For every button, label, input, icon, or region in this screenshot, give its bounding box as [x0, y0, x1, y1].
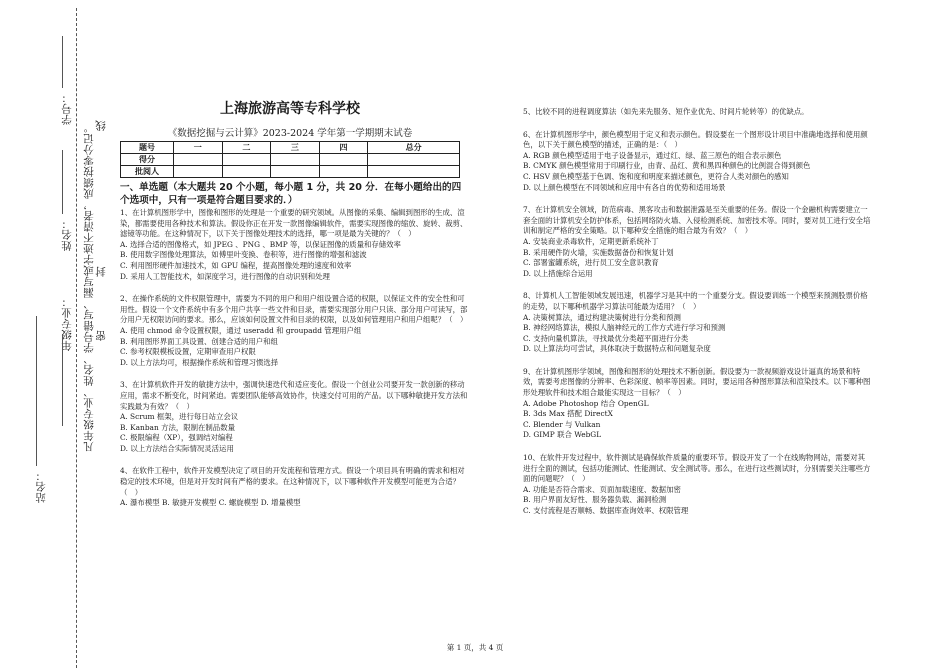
score-header-cell: 三	[271, 142, 320, 154]
question-item	[523, 291, 871, 355]
answer-option[interactable]: C. Blender 与 Vulkan	[523, 419, 601, 429]
seal-mark: 密	[95, 330, 107, 341]
answer-option[interactable]: A. Adobe Photoshop 结合 OpenGL	[523, 398, 649, 408]
question-stem: 9、在计算机图形学领域，图像和图形的处理技术不断创新。假设要为一款视频游戏设计逼真的场景和特效，需要考虑图像的分辨率、色彩深度、帧率等因素。同时，要运用各种图形算法和渲染技术。以下哪种图形处理软件和技术组合最能实现这一目标？（ ）	[523, 366, 871, 398]
answer-option[interactable]: B. 3ds Max 搭配 DirectX	[523, 409, 613, 419]
question-stem: 8、计算机人工智能领域发展迅速，机器学习是其中的一个重要分支。假设要训练一个模型来预测股票价格的走势，以下哪种机器学习算法可能最为适用？（ ）	[523, 291, 868, 311]
seal-line-mark-2: 线	[95, 120, 107, 131]
answer-option[interactable]: B. CMYK 颜色模型常用于印刷行业，由青、品红、黄和黑四种颜色的比例混合得到颜色	[523, 161, 811, 171]
score-cell[interactable]	[174, 154, 223, 166]
score-cell[interactable]	[319, 154, 368, 166]
answer-option[interactable]: A. 选择合适的图像格式，如 JPEG 、PNG 、BMP 等，以保证图像的质量和存储效率	[120, 239, 401, 249]
reviewer-cell[interactable]	[174, 166, 223, 178]
answer-option[interactable]: D. 以上方法均可，根据操作系统和管理习惯选择	[120, 357, 279, 367]
score-table-header-row	[121, 142, 460, 154]
answer-option[interactable]: B. 用户界面友好性、服务器负载、漏洞检测	[523, 495, 667, 505]
question-item	[523, 453, 871, 517]
student-no-label: 学号：	[61, 92, 73, 125]
reviewer-row-label: 批阅人	[121, 166, 174, 178]
page-title: 上海旅游高等专科学校	[220, 101, 360, 117]
answer-option[interactable]: A. 瀑布模型 B. 敏捷开发模型 C. 螺旋模型 D. 增量模型	[120, 498, 301, 508]
answer-option[interactable]: C. 支付流程是否顺畅、数据库查询效率、权限管理	[523, 506, 689, 515]
section-heading: 一、单选题（本大题共 20 个小题，每小题 1 分，共 20 分．在每小题给出的四个选项中，只有一项是符合题目要求的．）	[120, 182, 462, 206]
fill-line-student-no	[62, 36, 63, 88]
answer-option[interactable]: D. 采用人工智能技术，如深度学习，进行图像的自动识别和处理	[120, 271, 330, 281]
question-item	[120, 208, 468, 282]
answer-option[interactable]: D. GIMP 联合 WebGL	[523, 430, 602, 440]
question-stem: 7、在计算机安全领域，防范病毒、黑客攻击和数据泄露是至关重要的任务。假设一个金融机构需要建立一套全面的计算机安全防护体系，包括网络防火墙、入侵检测系统、加密技术等。同时，要对员工进行安全培训和制定严格的安全策略。以下哪种安全措施的组合最为有效？（ ）	[523, 205, 871, 236]
reviewer-cell[interactable]	[319, 166, 368, 178]
score-table	[120, 141, 460, 178]
answer-option[interactable]: B. 利用图形界面工具设置、创建合适的用户和组	[120, 336, 278, 346]
page-footer: 第 1 页，共 4 页	[446, 643, 504, 652]
answer-option[interactable]: A. Scrum 框架，进行每日站立会议	[120, 412, 239, 422]
answer-option[interactable]: C. 部署蜜罐系统，进行员工安全意识教育	[523, 258, 659, 268]
question-column-right	[523, 107, 871, 529]
class-label: 年级专业：	[61, 296, 73, 351]
question-stem: 1、在计算机图形学中，图像和图形的处理是一个重要的研究领域。从图像的采集、编辑到图形的生成、渲染，都需要使用各种技术和算法。假设你正在开发一款图像编辑软件，需要实现图像的缩放、旋转、裁剪、滤镜等功能。在这种情况下，以下关于图像处理技术的选择，哪一项是最为关键的？（ ）	[120, 208, 468, 239]
score-header-cell: 一	[174, 142, 223, 154]
site-label: 站名：	[35, 470, 47, 503]
warning-text: 凡年级专业、姓名、学号错写、漏写或字迹不清者，成绩按零分记。	[83, 122, 95, 452]
answer-option[interactable]: A. 安装商业杀毒软件，定期更新系统补丁	[523, 236, 659, 246]
answer-option[interactable]: A. 决策树算法，通过构建决策树进行分类和预测	[523, 312, 681, 322]
score-cell[interactable]	[271, 154, 320, 166]
score-header-cell: 题号	[121, 142, 174, 154]
answer-option[interactable]: A. 使用 chmod 命令设置权限，通过 useradd 和 groupadd 管理用户组	[120, 325, 362, 335]
answer-option[interactable]: C. 参考权限模板设置，定期审查用户权限	[120, 347, 256, 357]
score-cell[interactable]	[222, 154, 271, 166]
question-stem: 2、在操作系统的文件权限管理中，需要为不同的用户和用户组设置合适的权限，以保证文件的安全性和可用性。假设一个文件系统中有多个用户共享一些文件和目录，需要实现部分用户只读、部分用户可读写，部分用户无权限访问的要求。那么，应该如何设置文件和目录的权限，以及如何管理用户和用户组呢？（ ）	[120, 294, 468, 325]
question-stem: 5、比较不同的进程调度算法（如先来先服务、短作业优先、时间片轮转等）的优缺点。	[523, 107, 809, 116]
name-label: 姓名：	[61, 218, 73, 251]
answer-option[interactable]: B. 使用数字图像处理算法，如傅里叶变换、卷积等，进行图像的增强和滤波	[120, 250, 367, 260]
answer-option[interactable]: D. 以上算法均可尝试，具体取决于数据特点和问题复杂度	[523, 344, 711, 354]
question-item	[120, 380, 468, 454]
score-row	[121, 154, 460, 166]
question-item	[523, 367, 871, 441]
score-cell[interactable]	[368, 154, 460, 166]
answer-option[interactable]: B. 采用硬件防火墙，实施数据备份和恢复计划	[523, 247, 674, 257]
answer-option[interactable]: D. 以上颜色模型在不同领域和应用中有各自的优势和适用场景	[523, 182, 726, 192]
question-item	[523, 205, 871, 279]
answer-option[interactable]: C. 极限编程（XP），强调结对编程	[120, 433, 233, 443]
question-item	[523, 130, 871, 194]
answer-option[interactable]: C. 支持向量机算法，寻找最优分类超平面进行分类	[523, 333, 689, 343]
answer-option[interactable]: B. Kanban 方法，限制在制品数量	[120, 422, 235, 432]
fill-line-site	[36, 316, 37, 466]
fill-line-class	[62, 334, 63, 426]
question-stem: 6、在计算机图形学中，颜色模型用于定义和表示颜色。假设要在一个图形设计项目中准确地选择和使用颜色，以下关于颜色模型的描述，正确的是：（ ）	[523, 129, 868, 150]
answer-option[interactable]: A. 功能是否符合需求、页面加载速度、数据加密	[523, 484, 681, 494]
question-stem: 10、在软件开发过程中，软件测试是确保软件质量的重要环节。假设开发了一个在线购物网站，需要对其进行全面的测试，包括功能测试、性能测试、安全测试等。那么，在进行这些测试时，分别需要关注哪些方面的问题呢？（ ）	[523, 453, 871, 484]
answer-option[interactable]: D. 以上方法结合实际情况灵活运用	[120, 443, 234, 453]
score-header-cell: 四	[319, 142, 368, 154]
question-column-left	[120, 208, 468, 521]
answer-option[interactable]: B. 神经网络算法，模拟人脑神经元的工作方式进行学习和预测	[523, 323, 726, 333]
score-header-cell: 总分	[368, 142, 460, 154]
reviewer-cell[interactable]	[271, 166, 320, 178]
answer-option[interactable]: A. RGB 颜色模型适用于电子设备显示，通过红、绿、蓝三原色的组合表示颜色	[523, 150, 782, 160]
answer-option[interactable]: C. 利用图形硬件加速技术，如 GPU 编程，提高图像处理的速度和效率	[120, 260, 352, 270]
reviewer-cell[interactable]	[222, 166, 271, 178]
binding-dashed-line	[76, 8, 77, 668]
seal-line-mark: 封	[95, 266, 107, 277]
exam-subtitle: 《数据挖掘与云计算》2023-2024 学年第一学期期末试卷	[167, 128, 413, 139]
question-stem: 4、在软件工程中，软件开发模型决定了项目的开发流程和管理方式。假设一个项目具有明确的需求和相对稳定的技术环境，但是对开发时间有严格的要求。在这种情况下，以下哪种软件开发模型可能更为合适？（ ）	[120, 466, 465, 497]
reviewer-row	[121, 166, 460, 178]
fill-line-name	[62, 150, 63, 214]
question-item	[120, 466, 468, 508]
score-row-label: 得分	[121, 154, 174, 166]
answer-option[interactable]: D. 以上措施综合运用	[523, 268, 593, 278]
question-item	[120, 294, 468, 368]
answer-option[interactable]: C. HSV 颜色模型基于色调、饱和度和明度来描述颜色，更符合人类对颜色的感知	[523, 171, 789, 181]
score-header-cell: 二	[222, 142, 271, 154]
reviewer-cell[interactable]	[368, 166, 460, 178]
question-item	[523, 107, 871, 118]
question-stem: 3、在计算机软件开发的敏捷方法中，强调快速迭代和适应变化。假设一个创业公司要开发一款创新的移动应用，需求不断变化，时间紧迫。需要团队能够高效协作，快速交付可用的产品。以下哪种敏捷开发方法和实践最为有效？（ ）	[120, 380, 468, 411]
